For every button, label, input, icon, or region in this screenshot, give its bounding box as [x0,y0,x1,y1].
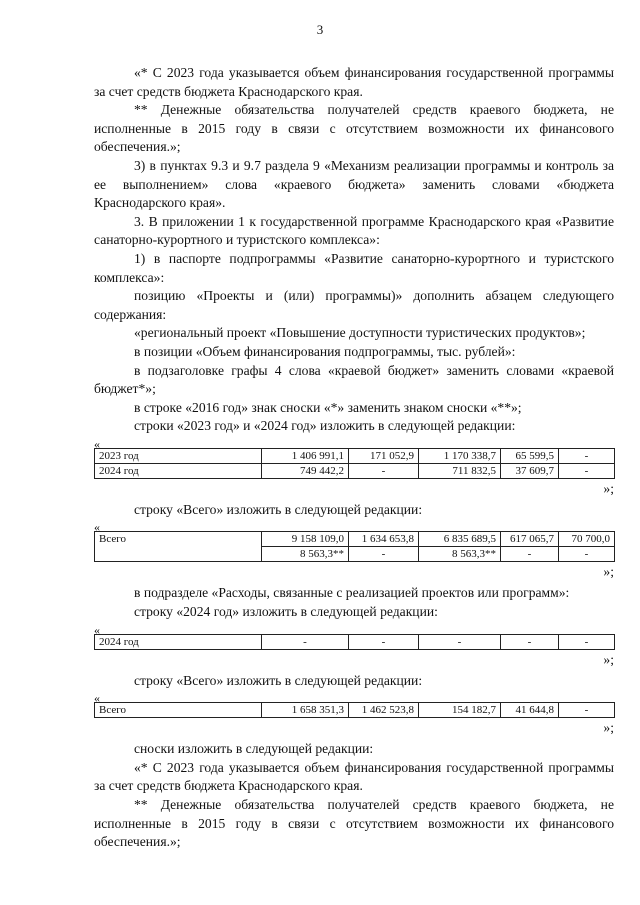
quote-close: »; [603,651,614,667]
table-cell: 1 406 991,1 [262,448,349,463]
paragraph: в подзаголовке графы 4 слова «краевой бюджет» заменить словами «краевой бюджет*»; [94,362,614,397]
table-cell: 8 563,3** [419,547,501,562]
document-body [94,64,614,852]
table-cell: 617 065,7 [501,532,559,547]
table-years-2023-2024 [94,448,615,479]
paragraph: в строке «2016 год» знак сноски «*» заменить знаком сноски «**»; [134,399,522,415]
table-cell: 1 170 338,7 [419,448,501,463]
paragraph: 1) в паспорте подпрограммы «Развитие санаторно-курортного и туристского комплекса»: [94,250,614,285]
table-cell: 6 835 689,5 [419,532,501,547]
paragraph: сноски изложить в следующей редакции: [134,741,374,757]
table-2024-projects [94,634,615,650]
table-cell: - [559,634,615,649]
paragraph: ** Денежные обязательства получателей средств краевого бюджета, не исполненные в 2015 году в связи с отсутствием возможности их финансового обеспечения.»; [94,102,614,155]
quote-open: « [94,691,100,706]
table-total-projects [94,702,615,718]
table-cell: 65 599,5 [501,448,559,463]
table-cell: 1 634 653,8 [349,532,419,547]
table-total [94,531,615,562]
table-row [95,703,615,718]
paragraph: «региональный проект «Повышение доступности туристических продуктов»; [134,325,586,341]
table-row [95,532,615,547]
table-cell: - [349,547,419,562]
page-number: 3 [316,22,324,37]
table-cell: 9 158 109,0 [262,532,349,547]
quote-open: « [94,436,100,451]
paragraph: строку «2024 год» изложить в следующей редакции: [134,604,438,620]
table-cell: - [501,634,559,649]
table-cell: Всего [95,532,262,562]
paragraph: 3. В приложении 1 к государственной программе Краснодарского края «Развитие санаторно-курортного и туристского комплекса»: [94,213,614,248]
table-cell: 711 832,5 [419,463,501,478]
paragraph: строку «Всего» изложить в следующей редакции: [134,501,423,517]
paragraph: строки «2023 год» и «2024 год» изложить в следующей редакции: [134,418,516,434]
table-cell: 749 442,2 [262,463,349,478]
table-cell: 2023 год [95,448,262,463]
quote-open: « [94,622,100,637]
paragraph: позицию «Проекты и (или) программы)» дополнить абзацем следующего содержания: [94,288,614,322]
table-cell: - [559,463,615,478]
paragraph: «* С 2023 года указывается объем финансирования государственной программы за счет средств бюджета Краснодарского края. [94,65,614,99]
table-cell: - [559,448,615,463]
table-cell: - [349,634,419,649]
table-cell: 70 700,0 [559,532,615,547]
quote-open: « [94,520,100,535]
table-row [95,634,615,649]
table-cell: - [349,463,419,478]
table-cell: 8 563,3** [262,547,349,562]
quote-close: »; [603,480,614,496]
table-cell: 1 462 523,8 [349,703,419,718]
table-row [95,463,615,478]
table-cell: 41 644,8 [501,703,559,718]
table-cell: - [559,703,615,718]
paragraph: 3) в пунктах 9.3 и 9.7 раздела 9 «Механизм реализации программы и контроль за ее выполнением» слова «краевого бюджета» заменить словами «бюджета Краснодарского края». [94,157,614,211]
paragraph: в позиции «Объем финансирования подпрограммы, тыс. рублей»: [134,343,516,359]
table-cell: 154 182,7 [419,703,501,718]
table-row [95,448,615,463]
table-cell: 37 609,7 [501,463,559,478]
table-cell: 2024 год [95,463,262,478]
table-cell: - [419,634,501,649]
paragraph: строку «Всего» изложить в следующей редакции: [134,672,423,688]
paragraph: в подразделе «Расходы, связанные с реализацией проектов или программ»: [134,585,570,601]
table-cell: - [501,547,559,562]
quote-close: »; [603,720,614,736]
table-cell: 2024 год [95,634,262,649]
table-cell: 1 658 351,3 [262,703,349,718]
table-cell: - [262,634,349,649]
paragraph: «* С 2023 года указывается объем финансирования государственной программы за счет средств бюджета Краснодарского края. [94,759,614,794]
table-cell: Всего [95,703,262,718]
quote-close: »; [603,564,614,580]
table-cell: 171 052,9 [349,448,419,463]
table-cell: - [559,547,615,562]
paragraph: ** Денежные обязательства получателей средств краевого бюджета, не исполненные в 2015 году в связи с отсутствием возможности их финансового обеспечения.»; [94,797,614,850]
